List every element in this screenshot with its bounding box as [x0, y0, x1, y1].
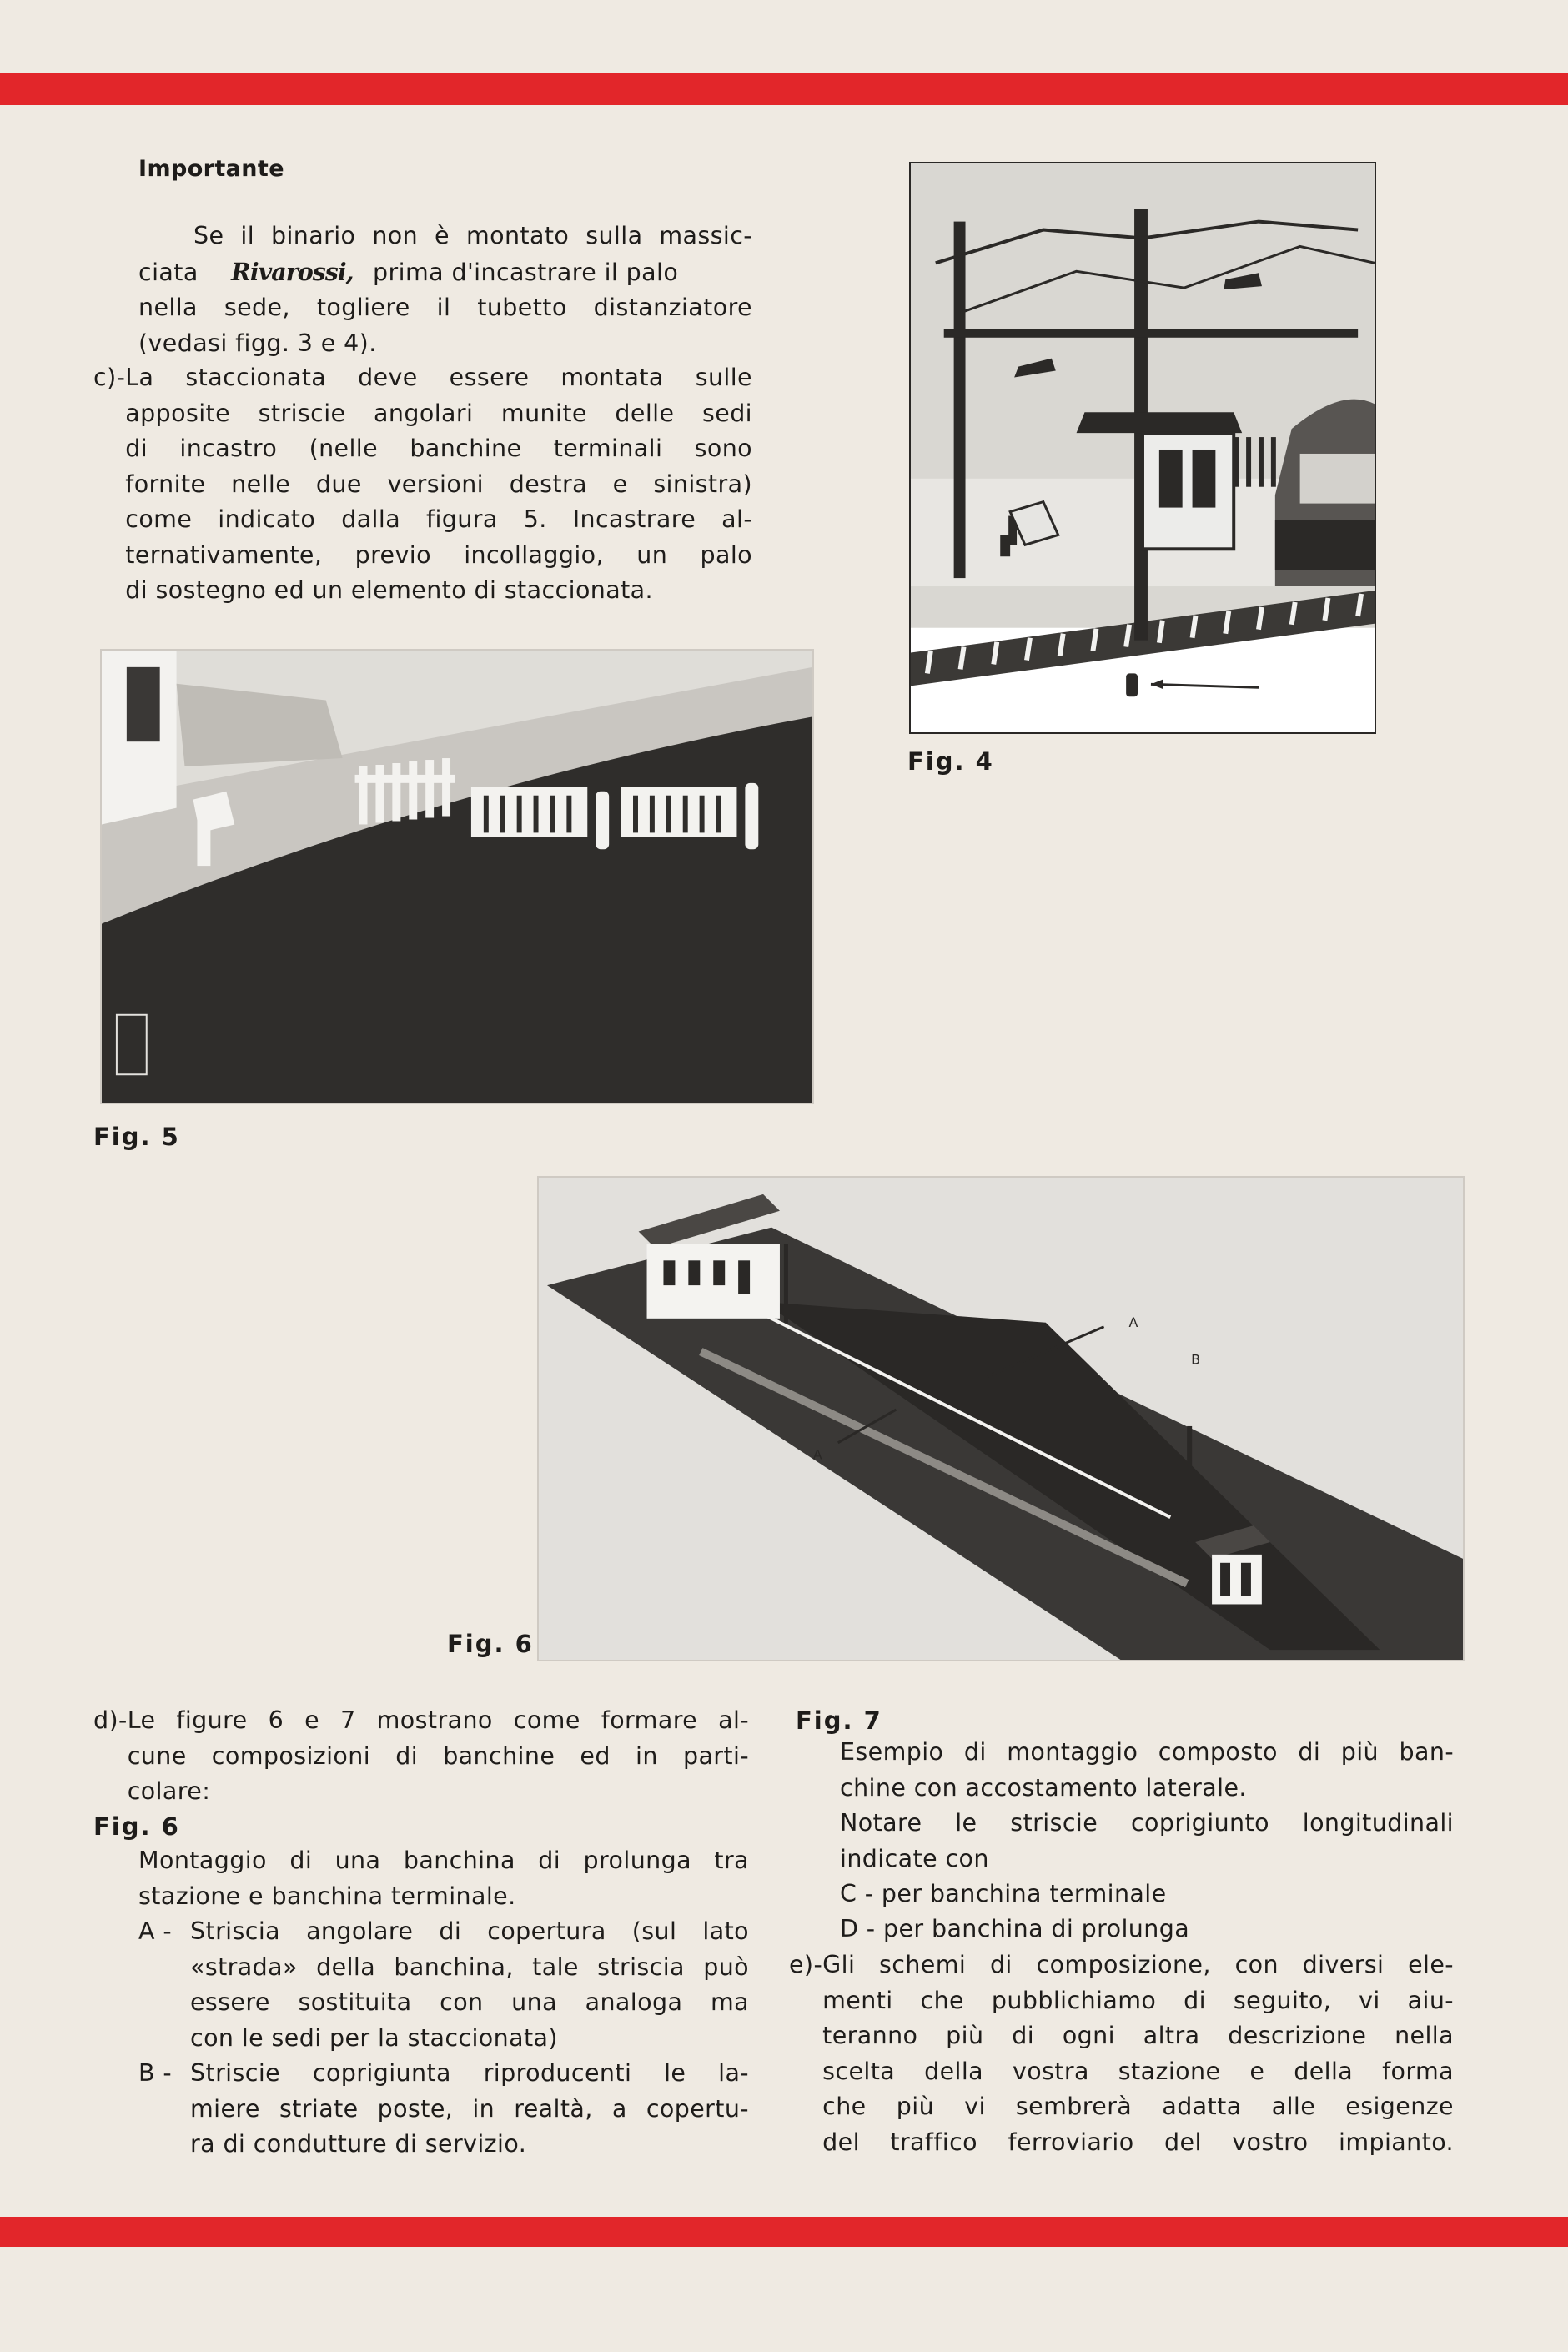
catenary-station-illustration — [911, 163, 1375, 732]
top-paragraph-line-4: (vedasi figg. 3 e 4). — [138, 329, 377, 357]
important-heading: Importante — [138, 156, 284, 182]
item-d-line: Le figure 6 e 7 mostrano come formare al- — [127, 1706, 749, 1734]
item-c-line: di incastro (nelle banchine terminali sono — [125, 435, 752, 462]
item-c-line: fornite nelle due versioni destra e sinistra) — [125, 470, 752, 498]
top-red-band — [0, 73, 1568, 105]
fig7-para-2 — [840, 1806, 1454, 1877]
fig7-item-c: C - per banchina terminale — [840, 1880, 1167, 1907]
item-c-line: La staccionata deve essere montata sulle — [125, 364, 752, 391]
fig6-item-b-marker: B - — [138, 2059, 173, 2087]
item-d — [93, 1703, 749, 1810]
item-c-line: come indicato dalla figura 5. Incastrare al- — [125, 505, 752, 533]
fence-platform-illustration — [102, 651, 812, 1103]
item-d-text — [128, 1703, 749, 1810]
fig6-marker-a-lower: A — [812, 1446, 822, 1463]
line-suffix: prima d'incastrare il palo — [373, 258, 679, 286]
fig6-item-a-line: «strada» della banchina, tale striscia può — [190, 1952, 749, 1981]
fig6-item-b-line: miere striate poste, in realtà, a copertu- — [190, 2094, 749, 2123]
fig6-section-intro — [138, 1843, 749, 1914]
fig5-caption: Fig. 5 — [93, 1123, 180, 1151]
item-d-marker: d)- — [93, 1706, 128, 1734]
rivarossi-logo: Rivarossi, — [231, 257, 354, 286]
item-e-line: menti che pubblichiamo di seguito, vi aiu- — [822, 1986, 1454, 2014]
fig6-marker-b: B — [1191, 1351, 1201, 1368]
item-e-line: che più vi sembrerà adatta alle esigenze — [822, 2093, 1454, 2120]
item-c-marker: c)- — [93, 364, 126, 391]
fig4-photo — [909, 162, 1376, 734]
item-c-line: apposite striscie angolari munite delle sedi — [125, 399, 752, 427]
fig6-item-b — [138, 2056, 749, 2163]
fig6-intro-line: stazione e banchina terminale. — [138, 1882, 516, 1910]
platform-composition-illustration — [539, 1178, 1463, 1660]
fig6-item-b-line: Striscie coprigiunta riproducenti le la- — [190, 2059, 749, 2087]
fig4-caption: Fig. 4 — [907, 747, 994, 776]
item-e-line: del traffico ferroviario del vostro impianto. — [822, 2128, 1454, 2156]
fig6-photo — [537, 1176, 1465, 1661]
item-d-line: colare: — [127, 1777, 211, 1805]
line-prefix: ciata — [138, 258, 199, 286]
fig6-item-b-line: ra di condutture di servizio. — [190, 2130, 527, 2158]
top-paragraph-line-1: Se il binario non è montato sulla massic- — [193, 222, 752, 249]
item-e-marker: e)- — [789, 1951, 823, 1978]
item-c-text — [125, 360, 752, 609]
item-e-text — [822, 1947, 1454, 2160]
top-paragraph-line-3: nella sede, togliere il tubetto distanziatore — [138, 294, 752, 321]
fig6-item-a-line: con le sedi per la staccionata) — [190, 2023, 558, 2052]
top-paragraph-line-2 — [138, 254, 752, 291]
fig6-item-a-marker: A - — [138, 1917, 173, 1945]
fig7-section-label: Fig. 7 — [796, 1706, 882, 1735]
item-d-line: cune composizioni di banchine ed in parti- — [127, 1741, 749, 1770]
bottom-red-band — [0, 2217, 1568, 2247]
fig6-item-a — [138, 1914, 749, 2056]
fig6-caption: Fig. 6 — [447, 1630, 534, 1658]
item-c — [93, 360, 752, 609]
fig6-item-a-line: Striscia angolare di copertura (sul lato — [190, 1917, 749, 1945]
fig7-para2-line: Notare le striscie coprigiunto longitudinali — [840, 1809, 1454, 1837]
item-e-line: Gli schemi di composizione, con diversi ele- — [822, 1951, 1454, 1978]
fig7-para1-line: chine con accostamento laterale. — [840, 1773, 1247, 1802]
fig7-item-d: D - per banchina di prolunga — [840, 1915, 1190, 1942]
fig5-photo — [100, 649, 814, 1104]
fig6-item-b-text — [190, 2056, 749, 2163]
fig6-item-a-text — [190, 1914, 749, 2056]
item-e-line: scelta della vostra stazione e della forma — [822, 2057, 1454, 2085]
item-e-line: teranno più di ogni altra descrizione nella — [822, 2022, 1454, 2049]
fig7-para1-line: Esempio di montaggio composto di più ban- — [840, 1738, 1454, 1766]
fig6-item-a-line: essere sostituita con una analoga ma — [190, 1988, 749, 2016]
item-e — [789, 1947, 1454, 2160]
fig6-marker-a-upper: A — [1128, 1314, 1138, 1330]
fig6-section-label: Fig. 6 — [93, 1812, 180, 1841]
fig7-para-1 — [840, 1735, 1454, 1806]
item-c-line: ternativamente, previo incollaggio, un palo — [125, 540, 752, 569]
fig7-para2-line: indicate con — [840, 1844, 989, 1872]
item-c-line: di sostegno ed un elemento di staccionata. — [125, 576, 654, 604]
top-paragraph — [138, 219, 752, 361]
fig6-intro-line: Montaggio di una banchina di prolunga tra — [138, 1847, 749, 1874]
